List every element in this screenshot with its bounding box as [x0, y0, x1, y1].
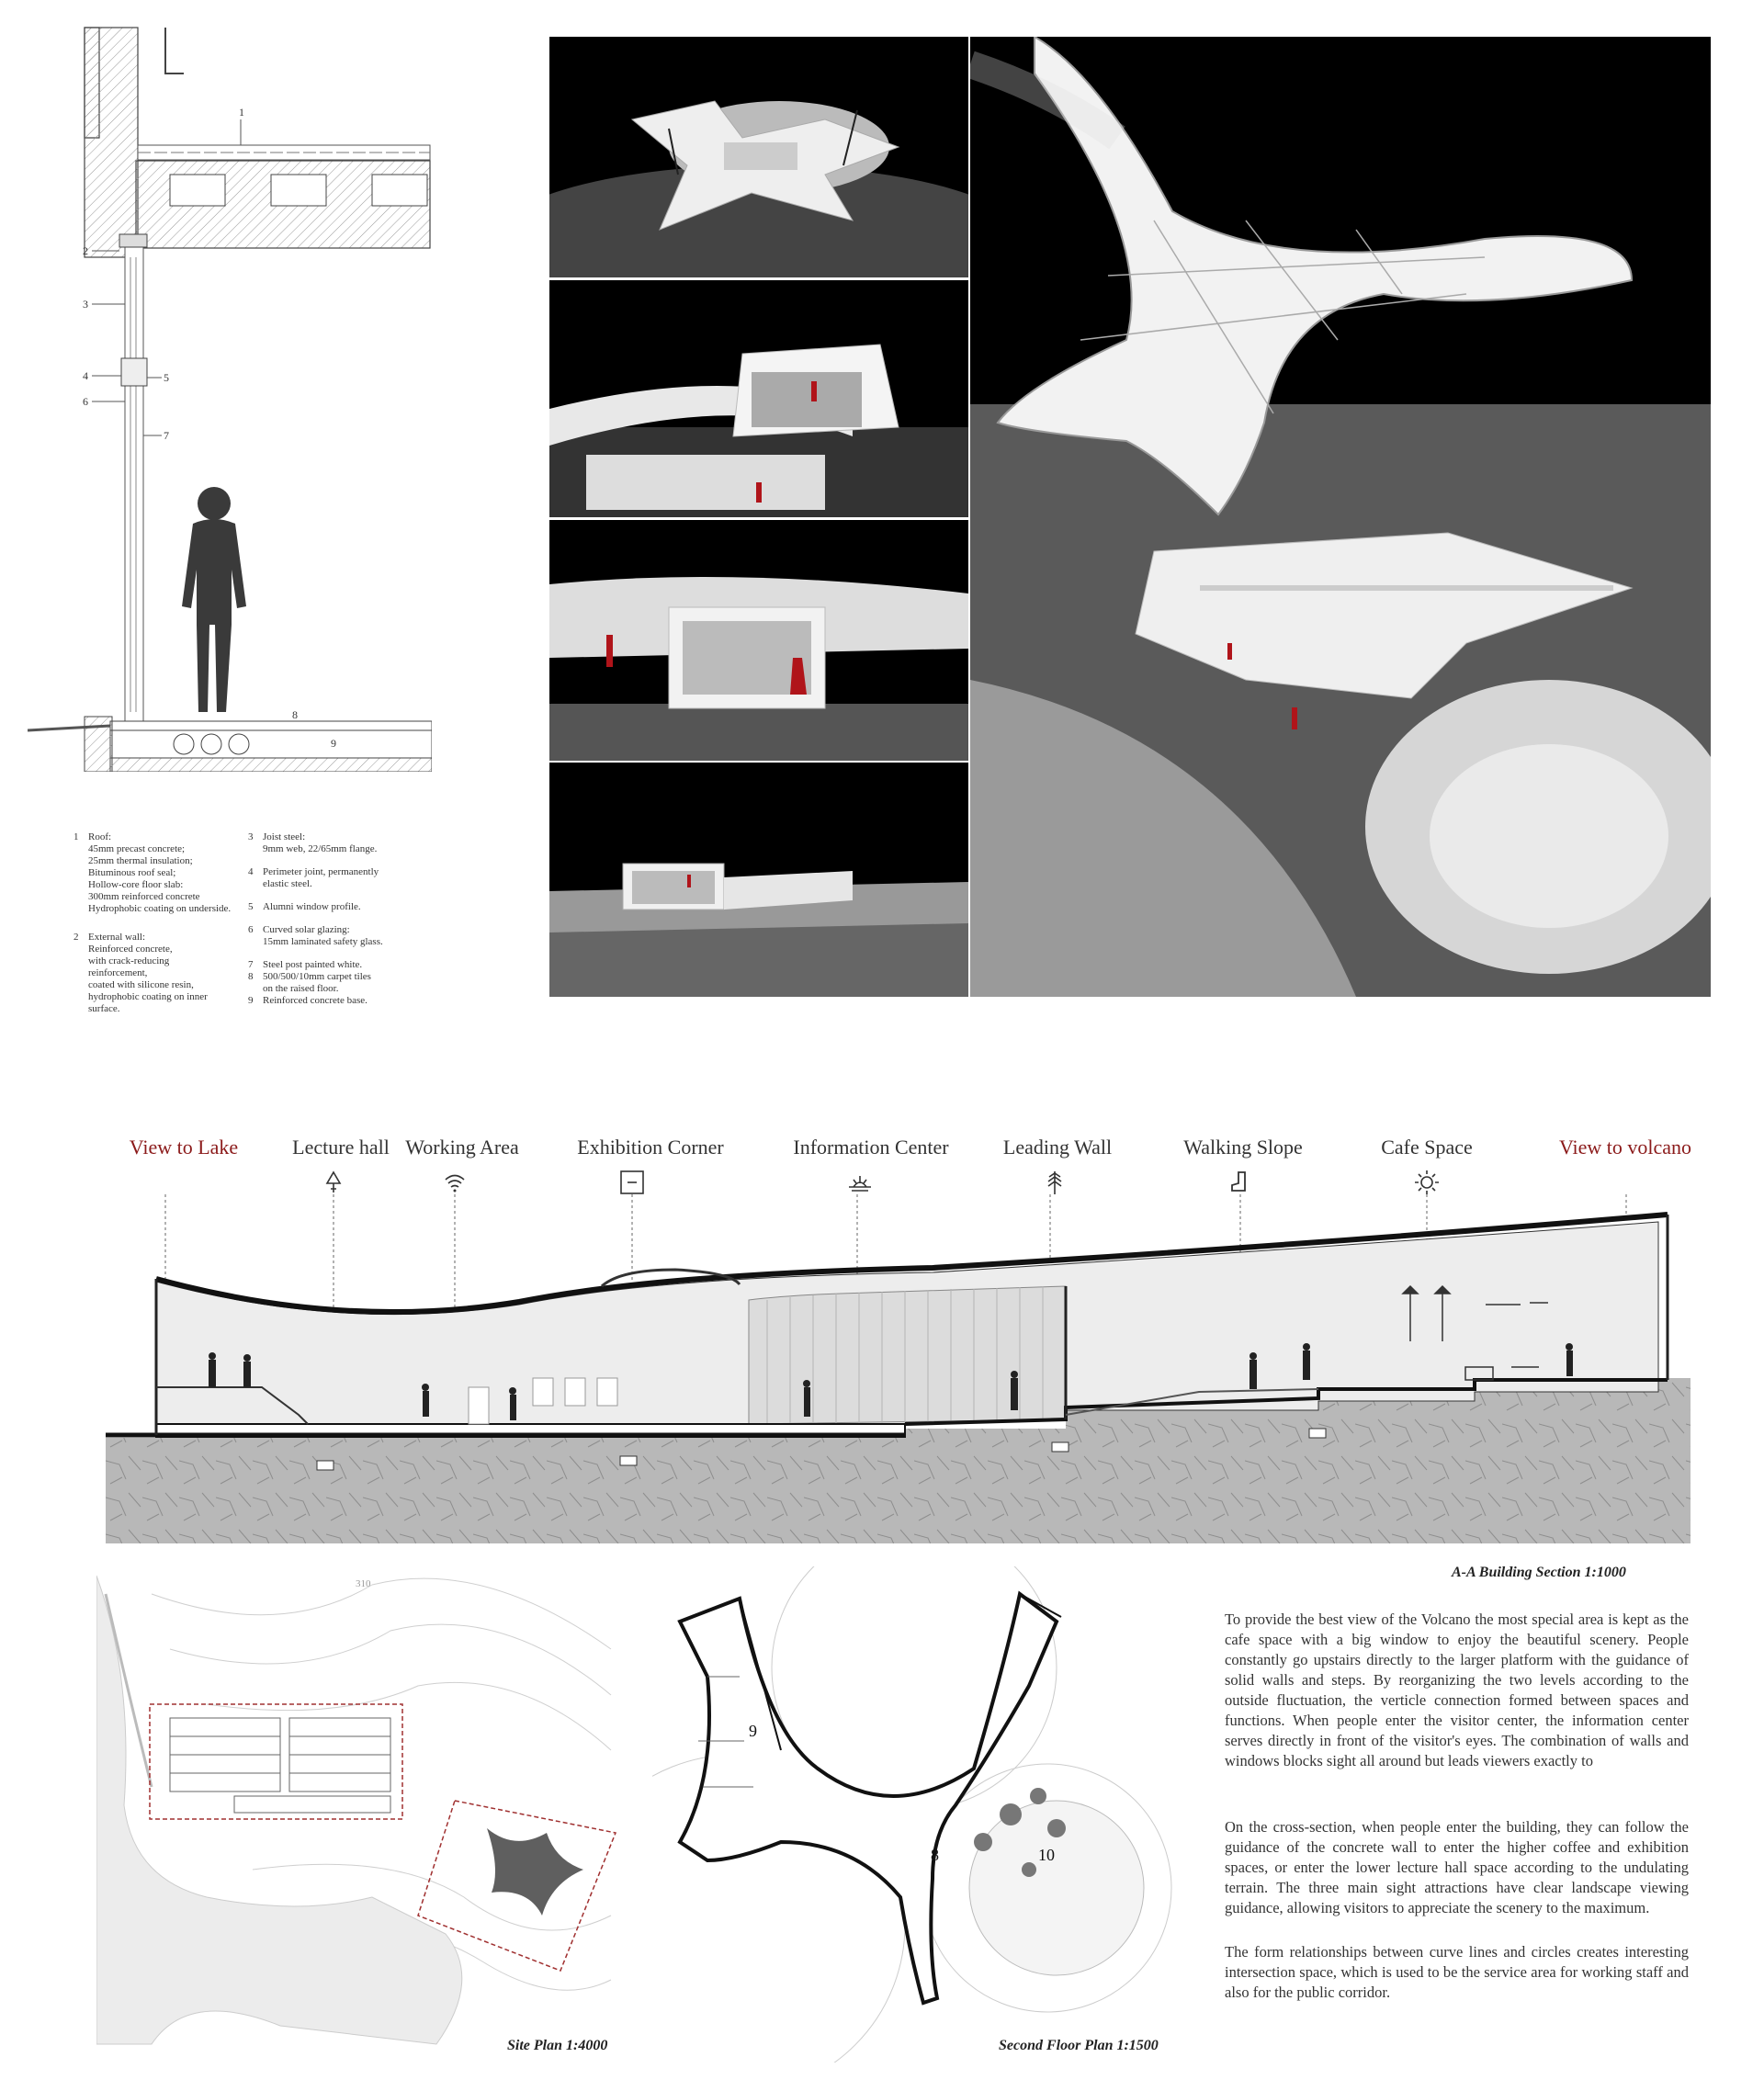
legend-item-wall: 2 External wall: Reinforced concrete, with crack-reducing reinforcement, coated with silicone resin, hydrophobic coating on inner surface. — [74, 932, 208, 1014]
legend-item-joint: 4 Perimeter joint, permanently elastic steel. — [248, 866, 379, 889]
label-walking-slope: Walking Slope — [1183, 1136, 1303, 1159]
person-silhouette — [182, 487, 246, 712]
recycle-icon — [320, 1169, 347, 1196]
model-photo-3 — [549, 520, 968, 761]
tree-icon — [1041, 1169, 1069, 1196]
label-information-center: Information Center — [793, 1136, 949, 1159]
svg-text:10: 10 — [1038, 1846, 1055, 1864]
legend-item-window: 5 Alumni window profile. — [248, 901, 361, 912]
wifi-icon — [441, 1169, 469, 1196]
svg-text:3: 3 — [83, 298, 88, 311]
svg-text:310: 310 — [356, 1578, 371, 1589]
description-paragraph-3: The form relationships between curve lines and circles creates interesting intersection space, which is used to be the service area for working staff and also for the public corridor. — [1225, 1943, 1689, 2001]
building-section-drawing — [106, 1194, 1690, 1543]
svg-text:6: 6 — [83, 395, 88, 408]
svg-text:8: 8 — [931, 1846, 939, 1864]
project-description — [1225, 1610, 1689, 2027]
wall-detail-drawing — [28, 18, 432, 772]
sunrise-icon — [846, 1169, 874, 1196]
model-photo-main — [970, 37, 1711, 997]
svg-text:5: 5 — [164, 371, 169, 384]
label-exhibition-corner: Exhibition Corner — [577, 1136, 724, 1159]
svg-text:8: 8 — [292, 708, 298, 721]
svg-text:1: 1 — [239, 106, 244, 119]
legend-item-base: 9 Reinforced concrete base. — [248, 995, 368, 1006]
svg-text:7: 7 — [164, 429, 169, 442]
sun-icon — [1413, 1169, 1441, 1196]
label-view-to-lake: View to Lake — [129, 1136, 239, 1159]
label-leading-wall: Leading Wall — [1002, 1136, 1113, 1159]
svg-text:2: 2 — [83, 244, 88, 257]
site-plan-caption: Site Plan 1:4000 — [507, 2038, 608, 2053]
site-plan — [96, 1566, 620, 2063]
section-caption: A-A Building Section 1:1000 — [1452, 1565, 1626, 1580]
legend-item-glazing: 6 Curved solar glazing: 15mm laminated safety glass. — [248, 924, 383, 947]
second-floor-plan — [652, 1566, 1176, 2063]
model-photo-2 — [549, 280, 968, 517]
svg-text:9: 9 — [749, 1722, 757, 1740]
label-cafe-space: Cafe Space — [1381, 1136, 1473, 1159]
frame-icon — [618, 1169, 646, 1196]
boot-icon — [1227, 1169, 1254, 1196]
legend-item-roof: 1 Roof: 45mm precast concrete; 25mm thermal insulation; Bituminous roof seal; Hollow-core floor slab: 300mm reinforced concrete Hydrophobic coating on underside. — [74, 831, 232, 914]
model-photo-4 — [549, 763, 968, 997]
svg-text:9: 9 — [331, 737, 336, 750]
description-paragraph-1: To provide the best view of the Volcano the most special area is kept as the cafe space with a big window to enjoy the beautiful scenery. People constantly go upstairs directly to the larger platform with the guidance of solid walls and steps. By reorganizing the two levels according to the outside fluctuation, the verticle connection formed between spaces and functions. When people enter the visitor center, the information center serves directly in front of the visitor's eyes. The combination of walls and windows blocks sight all around but leads viewers exactly to — [1225, 1611, 1689, 1769]
svg-text:4: 4 — [83, 369, 88, 382]
description-paragraph-2: On the cross-section, when people enter the building, they can follow the guidance of the concrete wall to enter the higher coffee and exhibition spaces, or enter the lower lecture hall space according to the undulating terrain. The three main sight attractions have clear landscape viewing guidance, allowing visitors to appreciate the scenery to the maximum. — [1225, 1818, 1689, 1916]
legend-item-tiles: 8 500/500/10mm carpet tiles on the raised floor. — [248, 971, 371, 994]
legend-item-post: 7 Steel post painted white. — [248, 959, 363, 970]
label-working-area: Working Area — [405, 1136, 519, 1159]
label-lecture-hall: Lecture hall — [292, 1136, 390, 1159]
legend-item-joist: 3 Joist steel: 9mm web, 22/65mm flange. — [248, 831, 378, 854]
model-photo-1 — [549, 37, 968, 277]
label-view-to-volcano: View to volcano — [1558, 1136, 1692, 1159]
floor-plan-caption: Second Floor Plan 1:1500 — [999, 2038, 1159, 2053]
